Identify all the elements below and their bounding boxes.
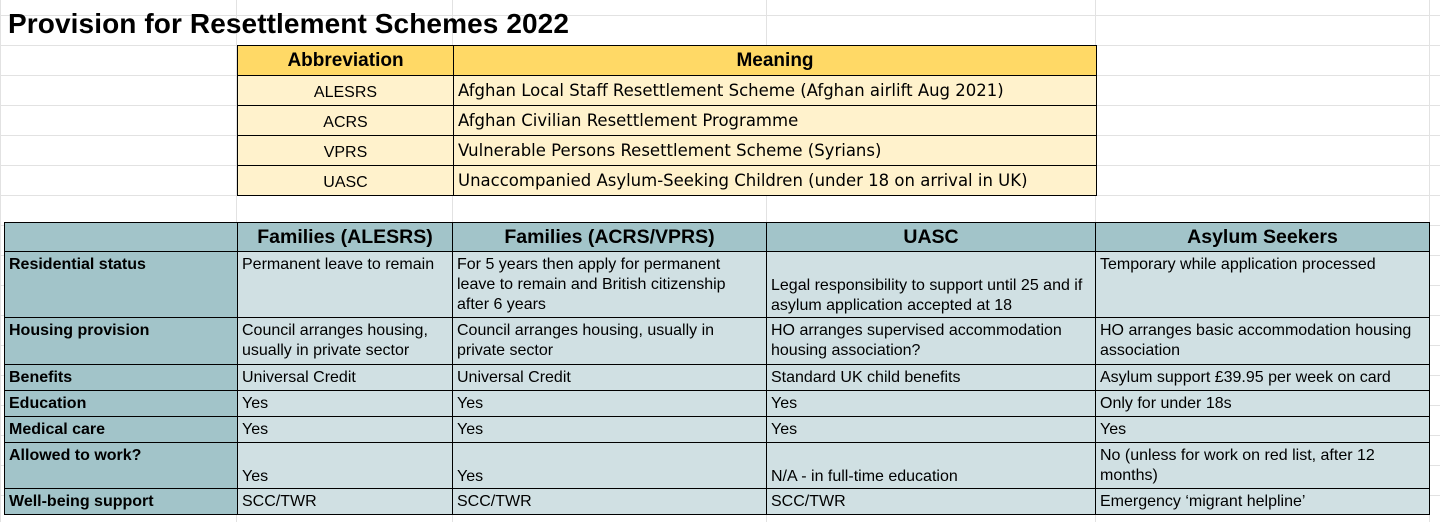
table-row [5,318,1430,365]
table-cell[interactable]: Yes [453,417,767,443]
table-cell[interactable]: Universal Credit [453,365,767,391]
abbreviation-cell[interactable]: VPRS [238,136,454,166]
column-header-uasc[interactable]: UASC [767,223,1096,252]
provision-header-row [5,223,1430,252]
abbreviation-cell[interactable]: UASC [238,166,454,196]
table-cell[interactable]: Yes [1096,417,1430,443]
table-cell[interactable]: N/A - in full-time education [767,443,1096,489]
table-cell[interactable]: SCC/TWR [453,489,767,515]
abbreviation-header-row [238,46,1097,76]
table-row [5,252,1430,318]
row-label[interactable]: Medical care [5,417,238,443]
table-cell[interactable]: SCC/TWR [238,489,453,515]
table-row [5,391,1430,417]
table-cell[interactable]: No (unless for work on red list, after 12 months) [1096,443,1430,489]
table-cell[interactable]: Emergency ‘migrant helpline’ [1096,489,1430,515]
table-cell[interactable]: For 5 years then apply for permanent leave to remain and British citizenship after 6 years [453,252,767,318]
meaning-cell[interactable]: Afghan Civilian Resettlement Programme [454,106,1097,136]
table-cell[interactable]: HO arranges basic accommodation housing association [1096,318,1430,365]
table-row [238,136,1097,166]
table-cell[interactable]: Asylum support £39.95 per week on card [1096,365,1430,391]
table-row [5,417,1430,443]
meaning-header[interactable]: Meaning [454,46,1097,76]
table-cell[interactable]: Yes [238,391,453,417]
table-cell[interactable]: Temporary while application processed [1096,252,1430,318]
table-cell[interactable]: Yes [767,417,1096,443]
abbreviation-cell[interactable]: ACRS [238,106,454,136]
table-row [238,76,1097,106]
table-cell[interactable]: Standard UK child benefits [767,365,1096,391]
row-label[interactable]: Allowed to work? [5,443,238,489]
row-label[interactable]: Education [5,391,238,417]
table-row [5,443,1430,489]
table-cell[interactable]: HO arranges supervised accommodation housing association? [767,318,1096,365]
abbreviation-header[interactable]: Abbreviation [238,46,454,76]
table-cell[interactable]: Universal Credit [238,365,453,391]
row-label[interactable]: Well-being support [5,489,238,515]
table-cell[interactable]: Yes [767,391,1096,417]
table-row [5,489,1430,515]
table-cell[interactable]: Yes [453,391,767,417]
provision-table [4,222,1430,515]
table-row [238,106,1097,136]
table-cell[interactable]: SCC/TWR [767,489,1096,515]
page-title: Provision for Resettlement Schemes 2022 [8,8,570,39]
column-header-asylum-seekers[interactable]: Asylum Seekers [1096,223,1430,252]
table-cell[interactable]: Yes [238,417,453,443]
meaning-cell[interactable]: Unaccompanied Asylum-Seeking Children (under 18 on arrival in UK) [454,166,1097,196]
table-cell[interactable]: Legal responsibility to support until 25 and if asylum application accepted at 18 [767,252,1096,318]
column-header-families-alesrs[interactable]: Families (ALESRS) [238,223,453,252]
abbreviation-table [237,45,1097,196]
meaning-cell[interactable]: Afghan Local Staff Resettlement Scheme (Afghan airlift Aug 2021) [454,76,1097,106]
row-label[interactable]: Benefits [5,365,238,391]
column-header-families-acrs-vprs[interactable]: Families (ACRS/VPRS) [453,223,767,252]
meaning-cell[interactable]: Vulnerable Persons Resettlement Scheme (Syrians) [454,136,1097,166]
table-cell[interactable]: Yes [238,443,453,489]
table-cell[interactable]: Permanent leave to remain [238,252,453,318]
row-label[interactable]: Residential status [5,252,238,318]
abbreviation-cell[interactable]: ALESRS [238,76,454,106]
row-label[interactable]: Housing provision [5,318,238,365]
corner-header[interactable] [5,223,238,252]
table-cell[interactable]: Council arranges housing, usually in private sector [238,318,453,365]
table-cell[interactable]: Council arranges housing, usually in private sector [453,318,767,365]
table-cell[interactable]: Yes [453,443,767,489]
table-row [238,166,1097,196]
table-cell[interactable]: Only for under 18s [1096,391,1430,417]
table-row [5,365,1430,391]
